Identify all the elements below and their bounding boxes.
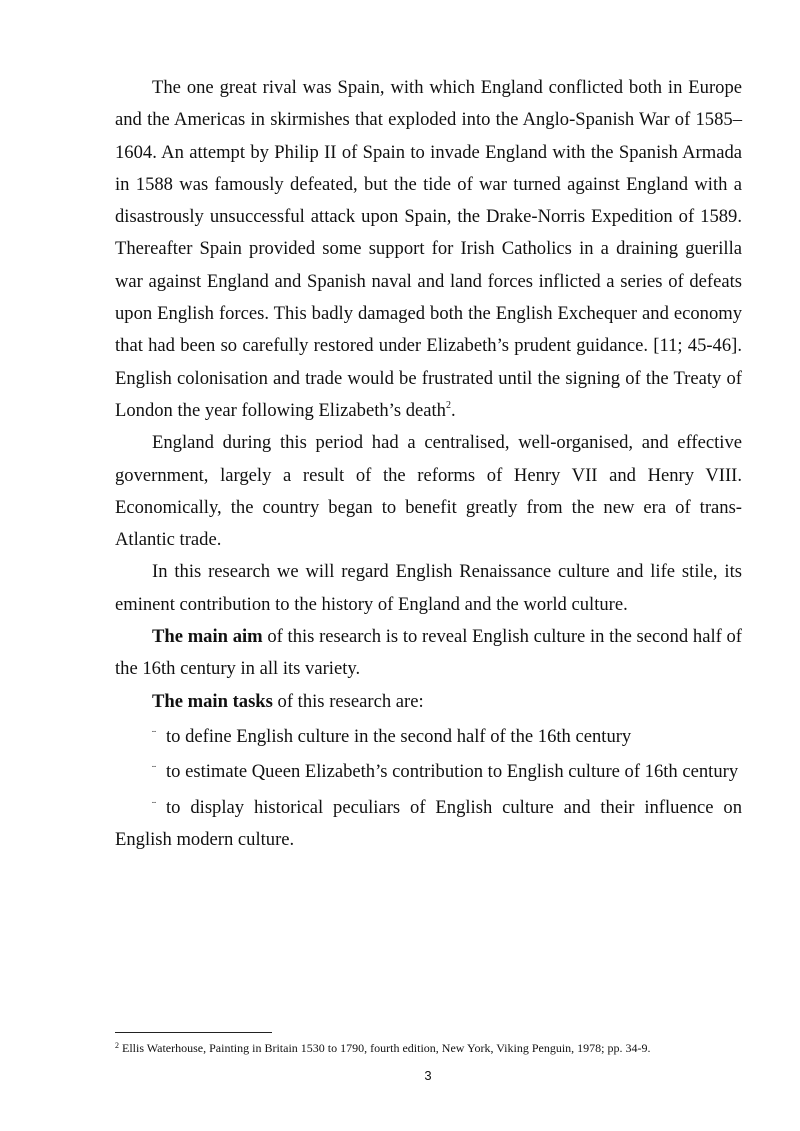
paragraph-spain	[115, 72, 742, 427]
task-item	[115, 753, 742, 788]
body-text	[115, 72, 742, 856]
footnote-number: 2	[115, 1041, 119, 1050]
aim-lead: The main aim	[152, 626, 263, 648]
task-item	[115, 789, 742, 857]
task-item-text: to display historical peculiars of English culture and their influence on English modern culture.	[115, 796, 742, 850]
page-number: 3	[424, 1068, 432, 1083]
paragraph-spain-text: The one great rival was Spain, with which England conflicted both in Europe and the Americas in skirmishes that exploded into the Anglo-Spanish War of 1585–1604. An attempt by Philip II of Spain to invade England with the Spanish Armada in 1588 was famously defeated, but the tide of war turned against England with a disastrously unsuccessful attack upon Spain, the Drake-Norris Expedition of 1589. Thereafter Spain provided some support for Irish Catholics in a draining guerilla war against England and Spanish naval and land forces inflicted a series of defeats upon English forces. This badly damaged both the English Exchequer and economy that had been so carefully restored under Elizabeth’s prudent guidance. [11; 45-46]. English colonisation and trade would be frustrated until the signing of the Treaty of London the year following Elizabeth’s death	[115, 77, 742, 421]
paragraph-research: In this research we will regard English Renaissance culture and life stile, its eminent contribution to the history of England and the world culture.	[115, 561, 742, 615]
bullet-icon: ¨	[152, 797, 156, 812]
footnote-reference[interactable]: 2	[445, 399, 451, 411]
footnote-separator	[115, 1032, 272, 1033]
tasks-text: of this research are:	[272, 690, 424, 712]
task-item-text: to define English culture in the second half of the 16th century	[166, 725, 632, 747]
task-item-text: to estimate Queen Elizabeth’s contribution to English culture of 16th century	[166, 761, 739, 783]
bullet-icon: ¨	[152, 762, 156, 777]
footnote-text: Ellis Waterhouse, Painting in Britain 1530 to 1790, fourth edition, New York, Viking Penguin, 1978; pp. 34-9.	[119, 1041, 651, 1055]
footnote	[115, 1041, 755, 1056]
paragraph-government: England during this period had a centralised, well-organised, and effective government, largely a result of the reforms of Henry VII and Henry VIII. Economically, the country began to benefit greatly from the new era of trans-Atlantic trade.	[115, 432, 742, 551]
bullet-icon: ¨	[152, 726, 156, 741]
aim-text: of this research is to reveal English culture in the second half of the 16th century in all its variety.	[115, 626, 742, 680]
paragraph-aim	[115, 621, 742, 686]
tasks-lead: The main tasks	[152, 690, 273, 712]
paragraph-tasks	[115, 686, 742, 718]
paragraph-spain-end: .	[450, 399, 456, 421]
task-item	[115, 718, 742, 753]
